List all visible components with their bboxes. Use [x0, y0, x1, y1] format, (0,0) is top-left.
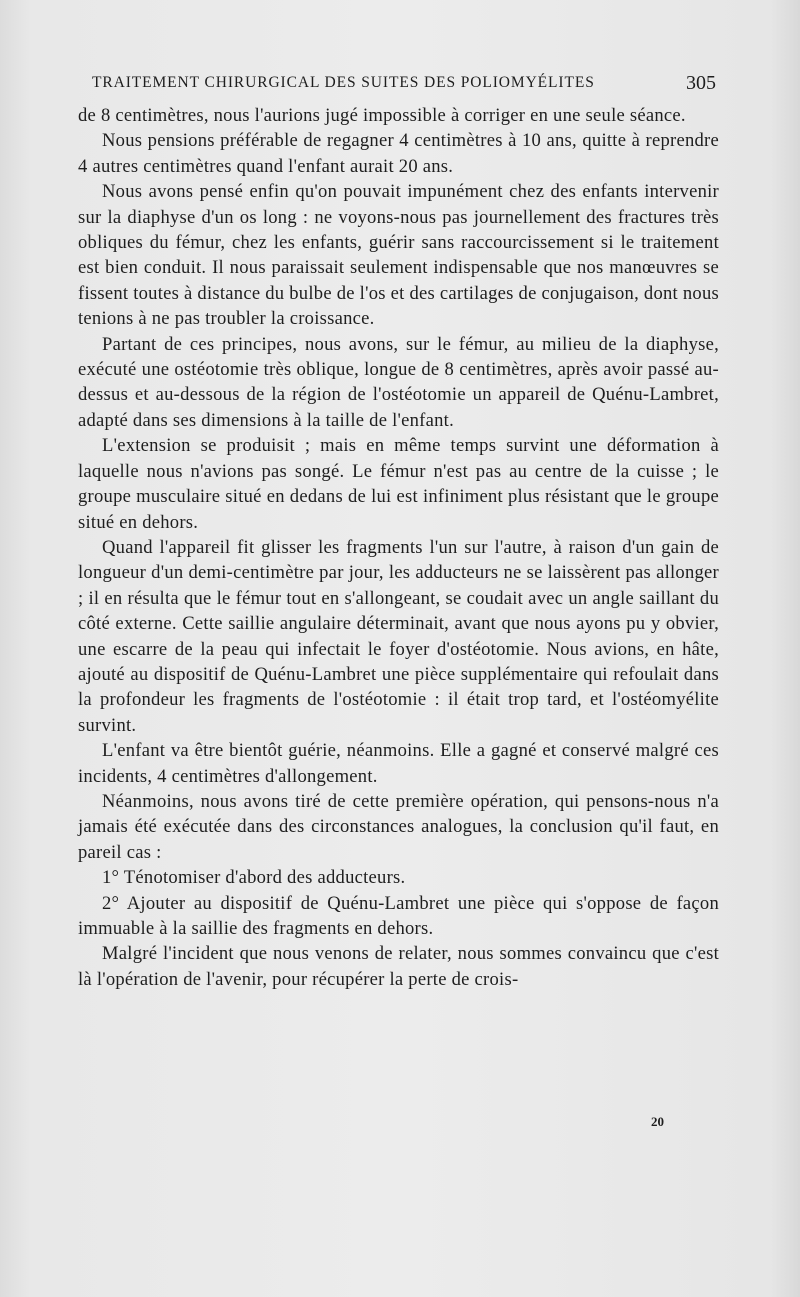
paragraph: Nous avons pensé enfin qu'on pouvait impunément chez des enfants intervenir sur la diaphyse d'un os long : ne voyons-nous pas journellement des fractures très obliques du fémur, chez les enfants, guérir sans raccourcissement si le traitement est bien conduit. Il nous paraissait seulement indispensable que nos manœuvres se fissent toutes à distance du bulbe de l'os et des cartilages de conjugaison, dont nous tenions à ne pas troubler la croissance.	[78, 181, 719, 330]
paragraph: L'enfant va être bientôt guérie, néanmoins. Elle a gagné et conservé malgré ces incidents, 4 centimètres d'allongement.	[78, 740, 719, 787]
paragraph: Néanmoins, nous avons tiré de cette première opération, qui pensons-nous n'a jamais été exécutée dans des circonstances analogues, la conclusion qu'il faut, en pareil cas :	[78, 790, 719, 863]
list-item-1: 1° Ténotomiser d'abord des adducteurs.	[102, 867, 406, 889]
paragraph: Nous pensions préférable de regagner 4 centimètres à 10 ans, quitte à reprendre 4 autres centimètres quand l'enfant aurait 20 ans.	[78, 130, 719, 177]
paragraph: Malgré l'incident que nous venons de relater, nous sommes convaincu que c'est là l'opération de l'avenir, pour récupérer la perte de crois-	[78, 943, 719, 990]
running-title: TRAITEMENT CHIRURGICAL DES SUITES DES POLIOMYÉLITES	[92, 74, 595, 91]
paragraph: Quand l'appareil fit glisser les fragments l'un sur l'autre, à raison d'un gain de longueur d'un demi-centimètre par jour, les adducteurs ne se laissèrent pas allonger ; il en résulta que le fémur tout en s'allongeant, se coudait avec un angle saillant du côté externe. Cette saillie angulaire déterminait, avant que nous ayons pu y obvier, une escarre de la peau qui infectait le foyer d'ostéotomie. Nous avions, en hâte, ajouté au dispositif de Quénu-Lambret une pièce supplémentaire qui refoulait dans la profondeur les fragments de l'ostéotomie : il était trop tard, et l'ostéomyélite survint.	[78, 536, 719, 736]
paragraph: L'extension se produisit ; mais en même temps survint une déformation à laquelle nous n'avions pas songé. Le fémur n'est pas au centre de la cuisse ; le groupe musculaire situé en dedans de lui est infiniment plus résistant que le groupe situé en dehors.	[78, 435, 719, 533]
body-text	[78, 103, 719, 992]
running-head	[92, 72, 720, 96]
list-item-2: 2° Ajouter au dispositif de Quénu-Lambret une pièce qui s'oppose de façon immuable à la saillie des fragments en dehors.	[78, 892, 719, 939]
page-number: 305	[686, 72, 716, 94]
paragraph-continuation: de 8 centimètres, nous l'aurions jugé impossible à corriger en une seule séance.	[78, 105, 686, 126]
signature-mark: 20	[651, 1114, 664, 1129]
paragraph: Partant de ces principes, nous avons, sur le fémur, au milieu de la diaphyse, exécuté une ostéotomie très oblique, longue de 8 centimètres, après avoir passé au-dessus et au-dessous de la région de l'ostéotomie un appareil de Quénu-Lambret, adapté dans ses dimensions à la taille de l'enfant.	[78, 333, 719, 431]
